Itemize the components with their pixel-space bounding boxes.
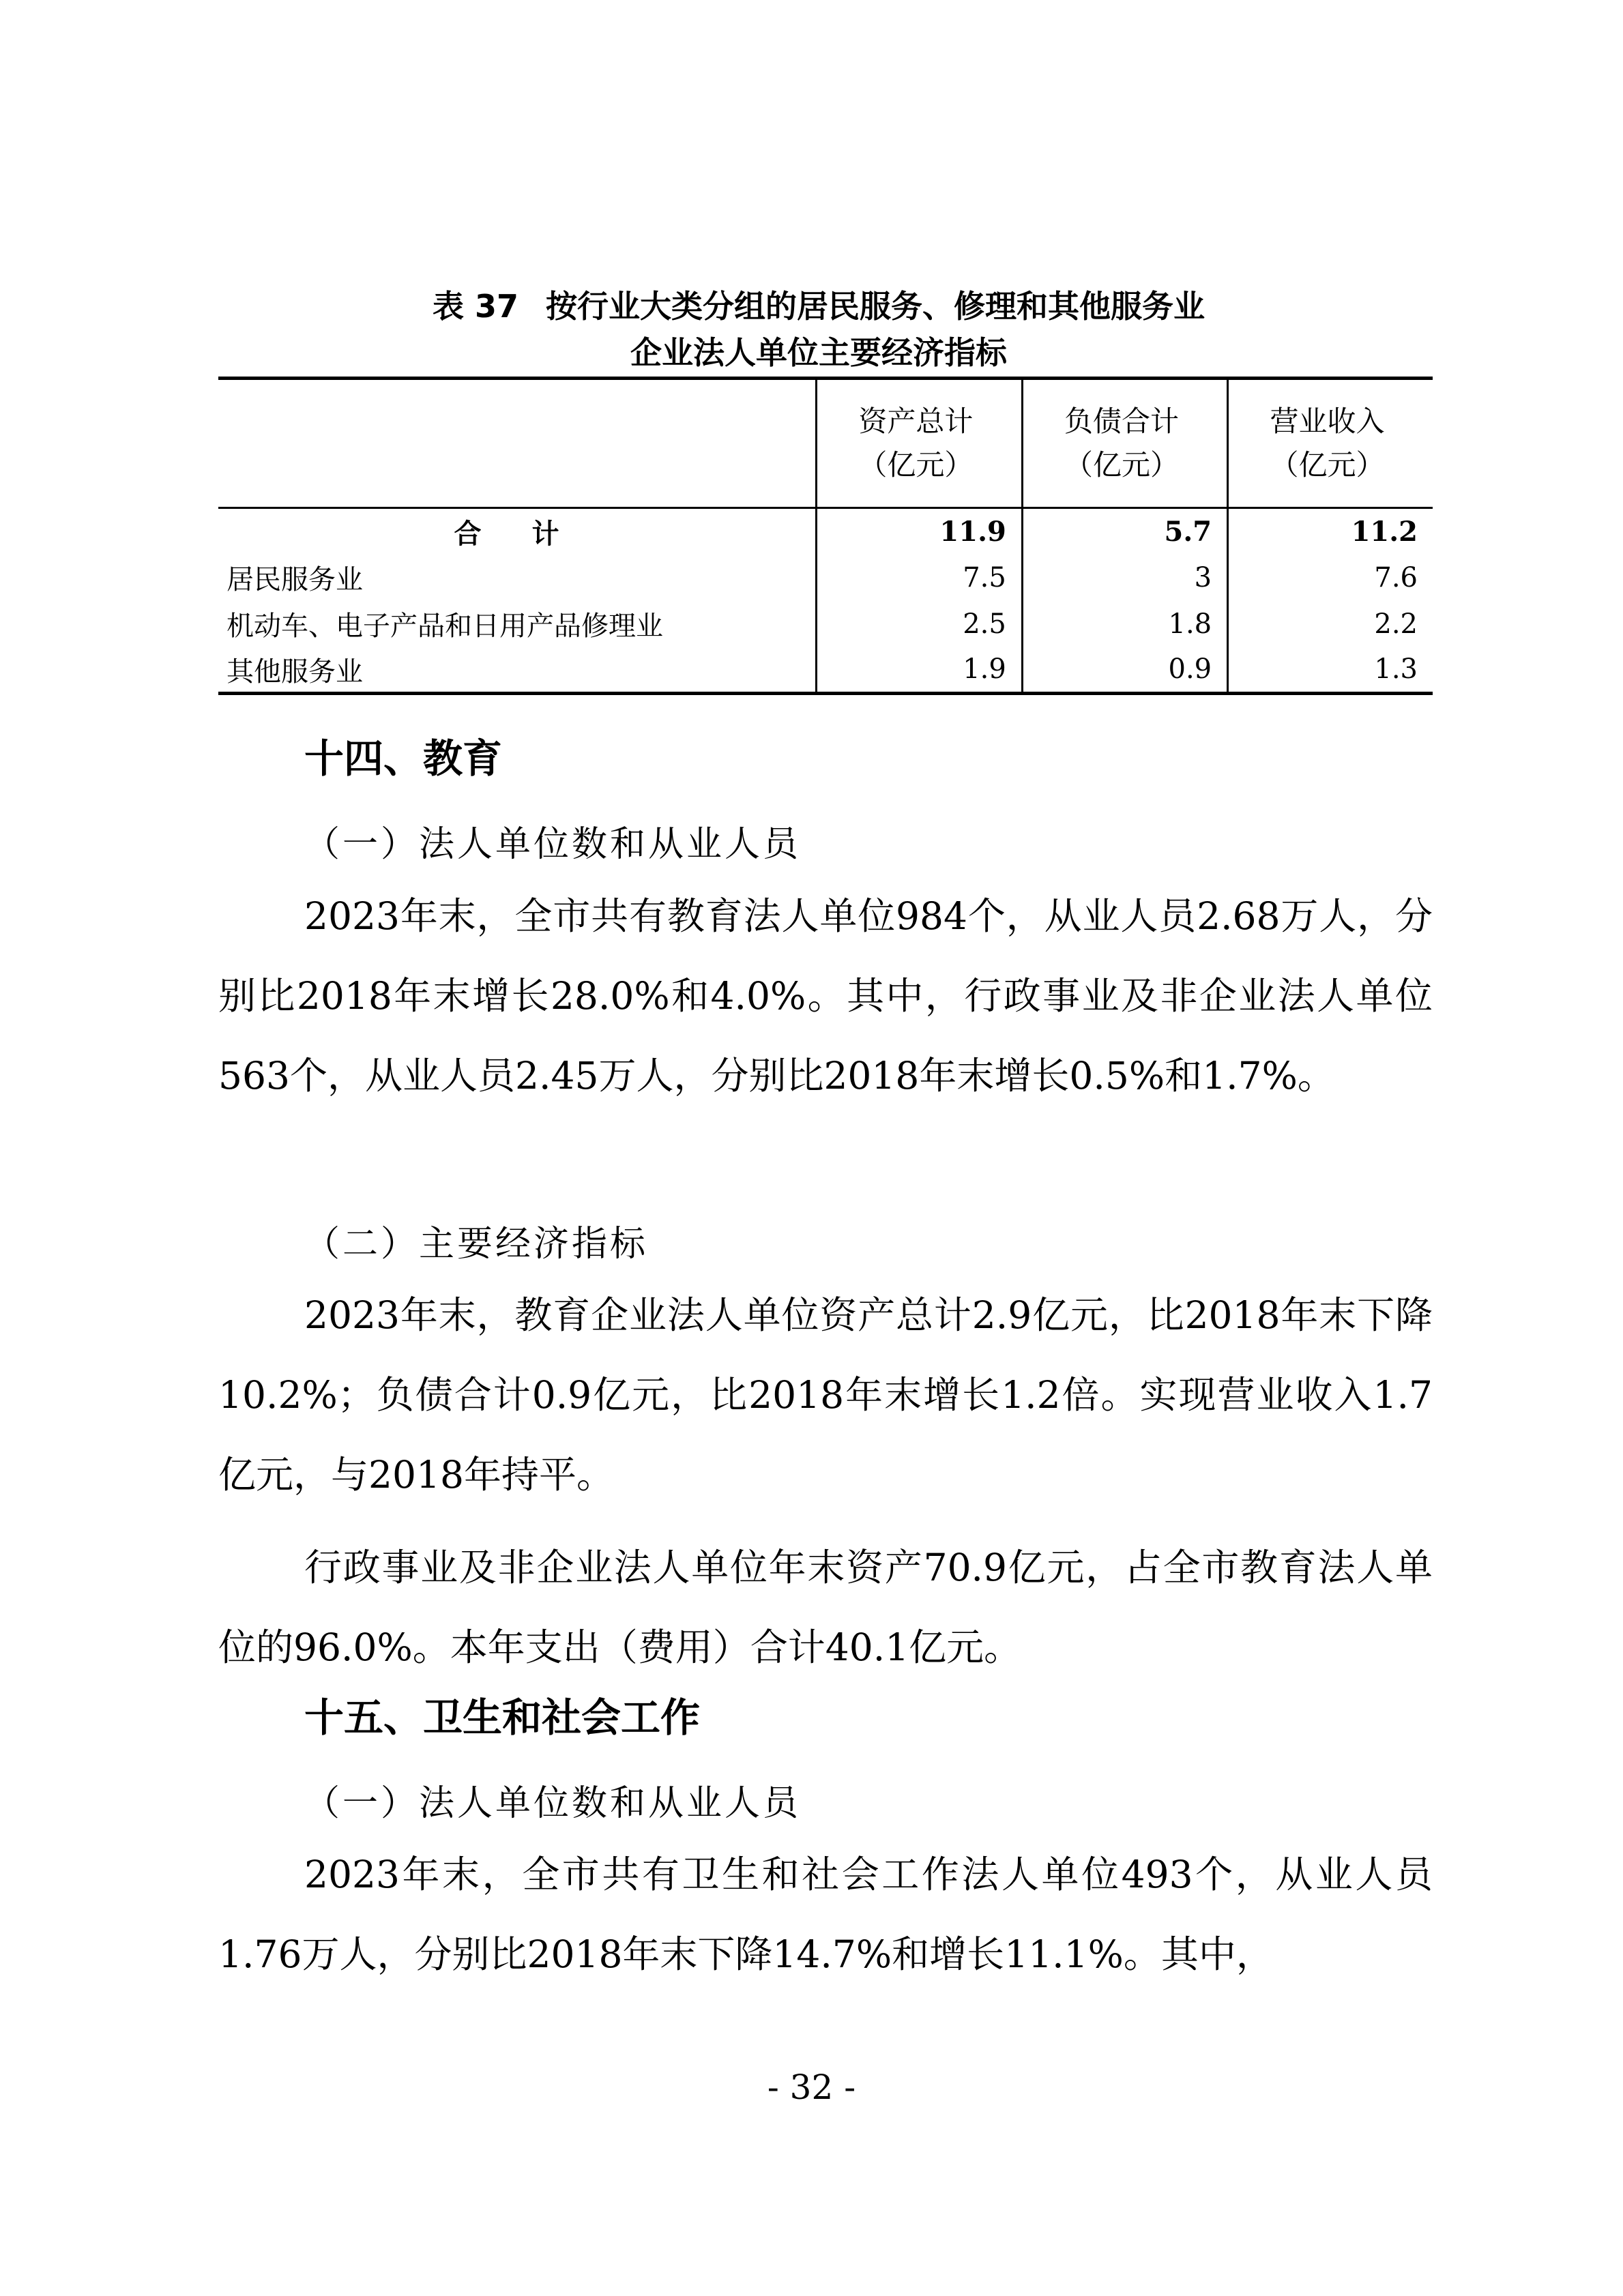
cell-liabilities: 0.9 bbox=[1022, 647, 1227, 694]
table-title-line2: 企业法人单位主要经济指标 bbox=[630, 334, 1007, 371]
header-blank bbox=[218, 379, 817, 508]
subsection-heading: （一）法人单位数和从业人员 bbox=[304, 1783, 802, 1824]
cell-liabilities: 5.7 bbox=[1022, 508, 1227, 555]
row-label: 机动车、电子产品和日用产品修理业 bbox=[226, 610, 663, 642]
table-title-line1: 按行业大类分组的居民服务、修理和其他服务业 bbox=[546, 288, 1205, 325]
cell-assets: 1.9 bbox=[817, 647, 1023, 694]
table-row bbox=[218, 555, 1433, 601]
cell-revenue: 2.2 bbox=[1228, 601, 1433, 647]
cell-liabilities: 3 bbox=[1022, 555, 1227, 601]
statistics-table bbox=[218, 377, 1433, 695]
section-heading-education: 十四、教育 bbox=[304, 735, 503, 782]
paragraph: 行政事业及非企业法人单位年末资产70.9亿元，占全市教育法人单位的96.0%。本年支出（费用）合计40.1亿元。 bbox=[218, 1546, 1433, 1669]
cell-revenue: 7.6 bbox=[1228, 555, 1433, 601]
paragraph: 2023年末，全市共有卫生和社会工作法人单位493个，从业人员1.76万人，分别比2018年末下降14.7%和增长11.1%。其中， bbox=[218, 1853, 1433, 1976]
cell-assets: 2.5 bbox=[817, 601, 1023, 647]
header-revenue: 营业收入 （亿元） bbox=[1228, 379, 1433, 508]
cell-revenue: 1.3 bbox=[1228, 647, 1433, 694]
table-row bbox=[218, 647, 1433, 694]
section-heading-health: 十五、卫生和社会工作 bbox=[304, 1694, 701, 1741]
subsection-heading: （二）主要经济指标 bbox=[304, 1224, 649, 1265]
cell-assets: 11.9 bbox=[817, 508, 1023, 555]
table-row bbox=[218, 601, 1433, 647]
cell-revenue: 11.2 bbox=[1228, 508, 1433, 555]
cell-liabilities: 1.8 bbox=[1022, 601, 1227, 647]
table-title bbox=[218, 284, 1419, 329]
page-number: - 32 - bbox=[767, 2067, 856, 2107]
subsection-heading: （一）法人单位数和从业人员 bbox=[304, 824, 802, 865]
table-header-row bbox=[218, 379, 1433, 508]
table-row-total bbox=[218, 508, 1433, 555]
header-assets: 资产总计 （亿元） bbox=[817, 379, 1023, 508]
row-label: 合 计 bbox=[454, 518, 580, 550]
paragraph: 2023年末，全市共有教育法人单位984个，从业人员2.68万人，分别比2018年末增长28.0%和4.0%。其中，行政事业及非企业法人单位563个，从业人员2.45万人，分别比2018年末增长0.5%和1.7%。 bbox=[218, 894, 1433, 1098]
row-label: 其他服务业 bbox=[226, 656, 363, 688]
cell-assets: 7.5 bbox=[817, 555, 1023, 601]
header-liabilities: 负债合计 （亿元） bbox=[1022, 379, 1227, 508]
table-number: 表 37 bbox=[432, 288, 519, 325]
paragraph: 2023年末，教育企业法人单位资产总计2.9亿元，比2018年末下降10.2%；负债合计0.9亿元，比2018年末增长1.2倍。实现营业收入1.7亿元，与2018年持平。 bbox=[218, 1293, 1433, 1497]
row-label: 居民服务业 bbox=[226, 564, 363, 595]
